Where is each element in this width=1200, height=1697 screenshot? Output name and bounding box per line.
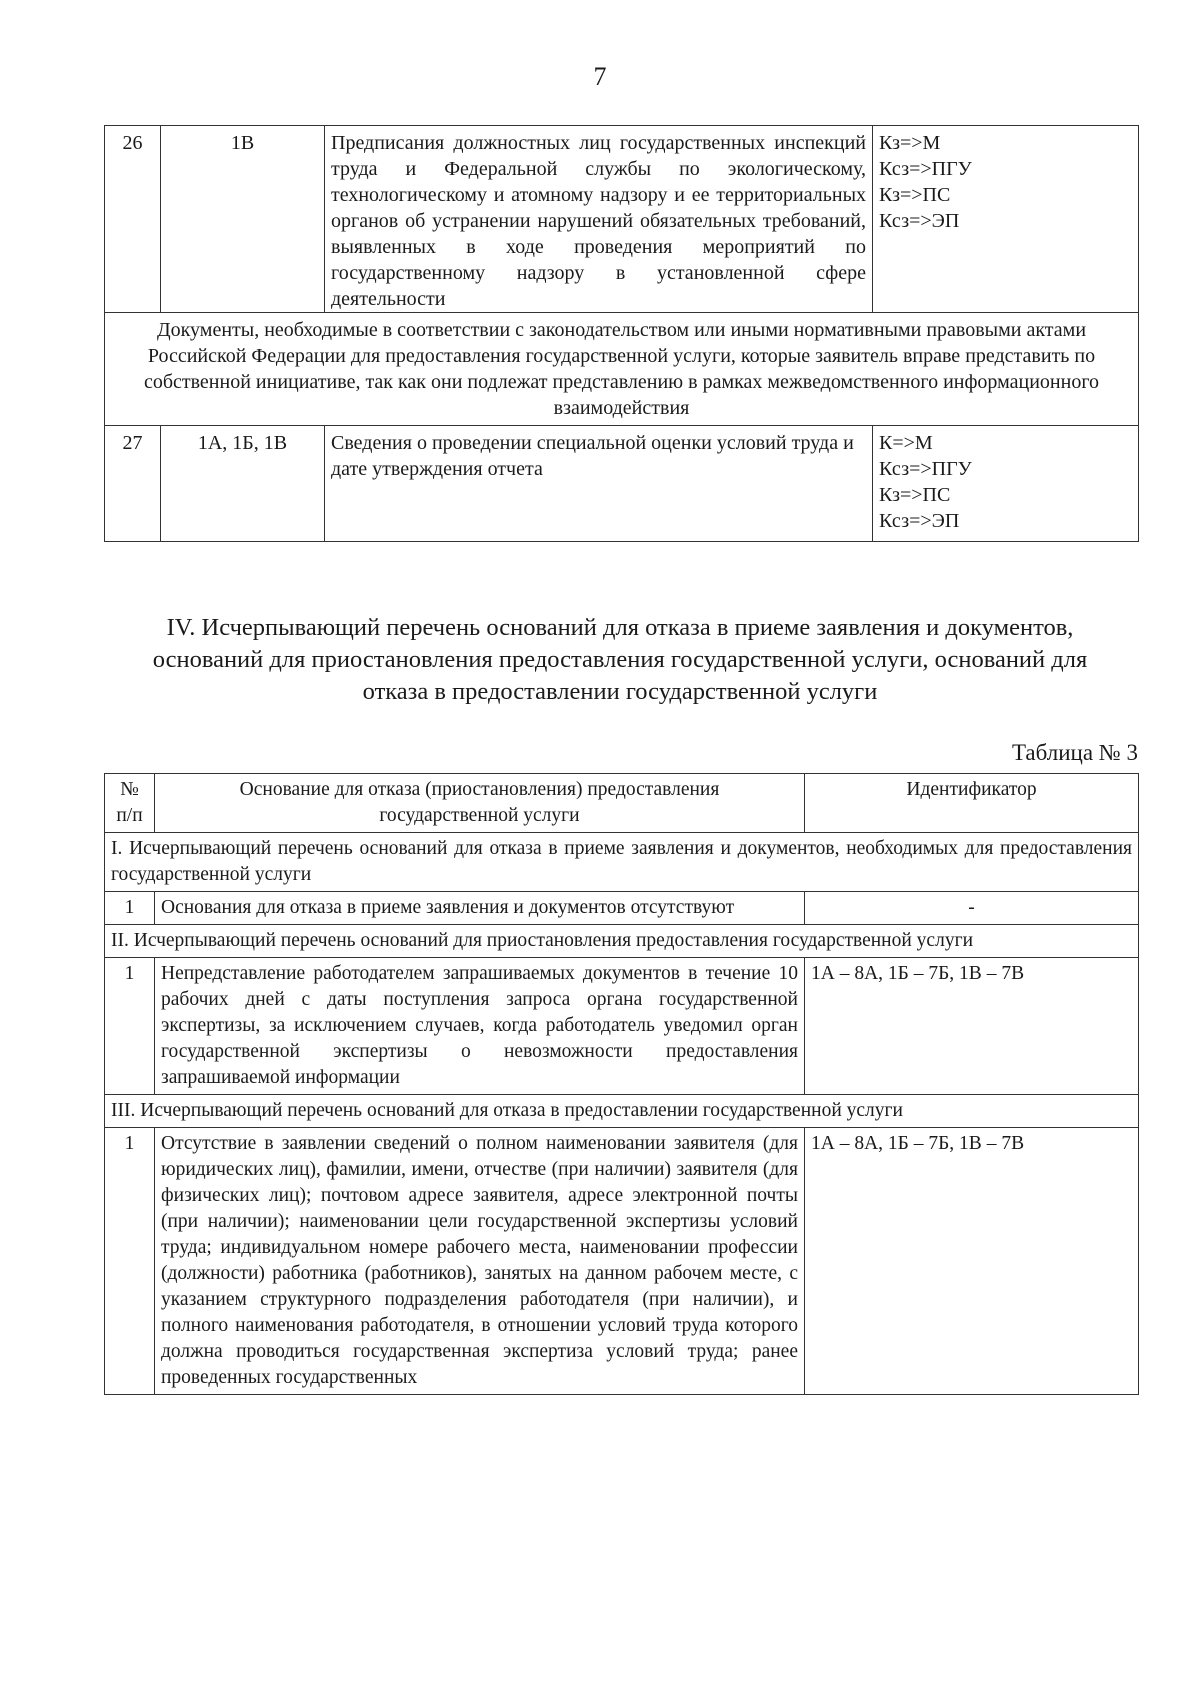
table-row — [105, 958, 1139, 1095]
row-identifier: 1А – 8А, 1Б – 7Б, 1В – 7В — [805, 958, 1139, 1095]
row-identifier: 1А – 8А, 1Б – 7Б, 1В – 7В — [805, 1128, 1139, 1395]
header-identifier: Идентификатор — [805, 774, 1139, 833]
table-header-row — [105, 774, 1139, 833]
row-category: 1В — [161, 126, 325, 313]
group-header: Документы, необходимые в соответствии с законодательством или иными нормативными правовыми актами Российской Федерации для предоставления государственной услуги, которые заявитель вправе представить по собственной инициативе, так как они подлежат представлению в рамках межведомственного информационного взаимодействия — [105, 313, 1139, 426]
code-item: Ксз=>ЭП — [879, 210, 960, 232]
code-item: Ксз=>ЭП — [879, 510, 960, 532]
row-number: 27 — [105, 426, 161, 542]
code-item: Кз=>М — [879, 132, 941, 154]
table-row — [105, 426, 1139, 542]
refusal-grounds-table — [104, 773, 1139, 1395]
row-identifier: - — [805, 892, 1139, 925]
code-item: Кз=>ПС — [879, 484, 951, 506]
row-basis: Основания для отказа в приеме заявления и документов отсутствуют — [155, 892, 805, 925]
section-row — [105, 1095, 1139, 1128]
table-row — [105, 892, 1139, 925]
documents-table — [104, 125, 1139, 542]
section-heading: IV. Исчерпывающий перечень оснований для отказа в приеме заявления и документов, оснований для приостановления предоставления государственной услуги, оснований для отказа в предоставлении государственной услуги — [152, 614, 1088, 705]
row-number: 1 — [105, 1128, 155, 1395]
header-basis: Основание для отказа (приостановления) предоставления государственной услуги — [155, 774, 805, 833]
row-description: Сведения о проведении специальной оценки условий труда и дате утверждения отчета — [325, 426, 873, 542]
row-basis: Непредставление работодателем запрашиваемых документов в течение 10 рабочих дней с даты поступления запроса органа государственной экспертизы, за исключением случаев, когда работодатель уведомил орган государственной экспертизы о невозможности предоставления запрашиваемой информации — [155, 958, 805, 1095]
row-codes — [873, 426, 1139, 542]
section-title: III. Исчерпывающий перечень оснований для отказа в предоставлении государственной услуги — [105, 1095, 1139, 1128]
row-description: Предписания должностных лиц государственных инспекций труда и Федеральной службы по экологическому, технологическому и атомному надзору и ее территориальных органов об устранении нарушений обязательных требований, выявленных в ходе проведения мероприятий по государственному надзору в установленной сфере деятельности — [325, 126, 873, 313]
code-item: Кз=>ПС — [879, 184, 951, 206]
section-title: II. Исчерпывающий перечень оснований для приостановления предоставления государственной услуги — [105, 925, 1139, 958]
row-number: 26 — [105, 126, 161, 313]
group-header-row — [105, 313, 1139, 426]
row-number: 1 — [105, 892, 155, 925]
header-number: № п/п — [105, 774, 155, 833]
section-title: I. Исчерпывающий перечень оснований для отказа в приеме заявления и документов, необходимых для предоставления государственной услуги — [105, 833, 1139, 892]
row-codes — [873, 126, 1139, 313]
section-row — [105, 833, 1139, 892]
row-basis: Отсутствие в заявлении сведений о полном наименовании заявителя (для юридических лиц), фамилии, имени, отчестве (при наличии) заявителя (для физических лиц); почтовом адресе заявителя, адресе электронной почты (при наличии); наименовании цели государственной экспертизы условий труда; индивидуальном номере рабочего места, наименовании профессии (должности) работника (работников), занятых на данном рабочем месте, с указанием структурного подразделения работодателя (при наличии), и полного наименования работодателя, в отношении условий труда которого должна проводиться государственная экспертиза условий труда; ранее проведенных государственных — [155, 1128, 805, 1395]
table-caption: Таблица № 3 — [1011, 740, 1138, 765]
page-number: 7 — [593, 62, 607, 91]
code-item: К=>М — [879, 432, 933, 454]
code-item: Ксз=>ПГУ — [879, 158, 972, 180]
table-row — [105, 126, 1139, 313]
table-row — [105, 1128, 1139, 1395]
section-row — [105, 925, 1139, 958]
row-number: 1 — [105, 958, 155, 1095]
row-category: 1А, 1Б, 1В — [161, 426, 325, 542]
code-item: Ксз=>ПГУ — [879, 458, 972, 480]
